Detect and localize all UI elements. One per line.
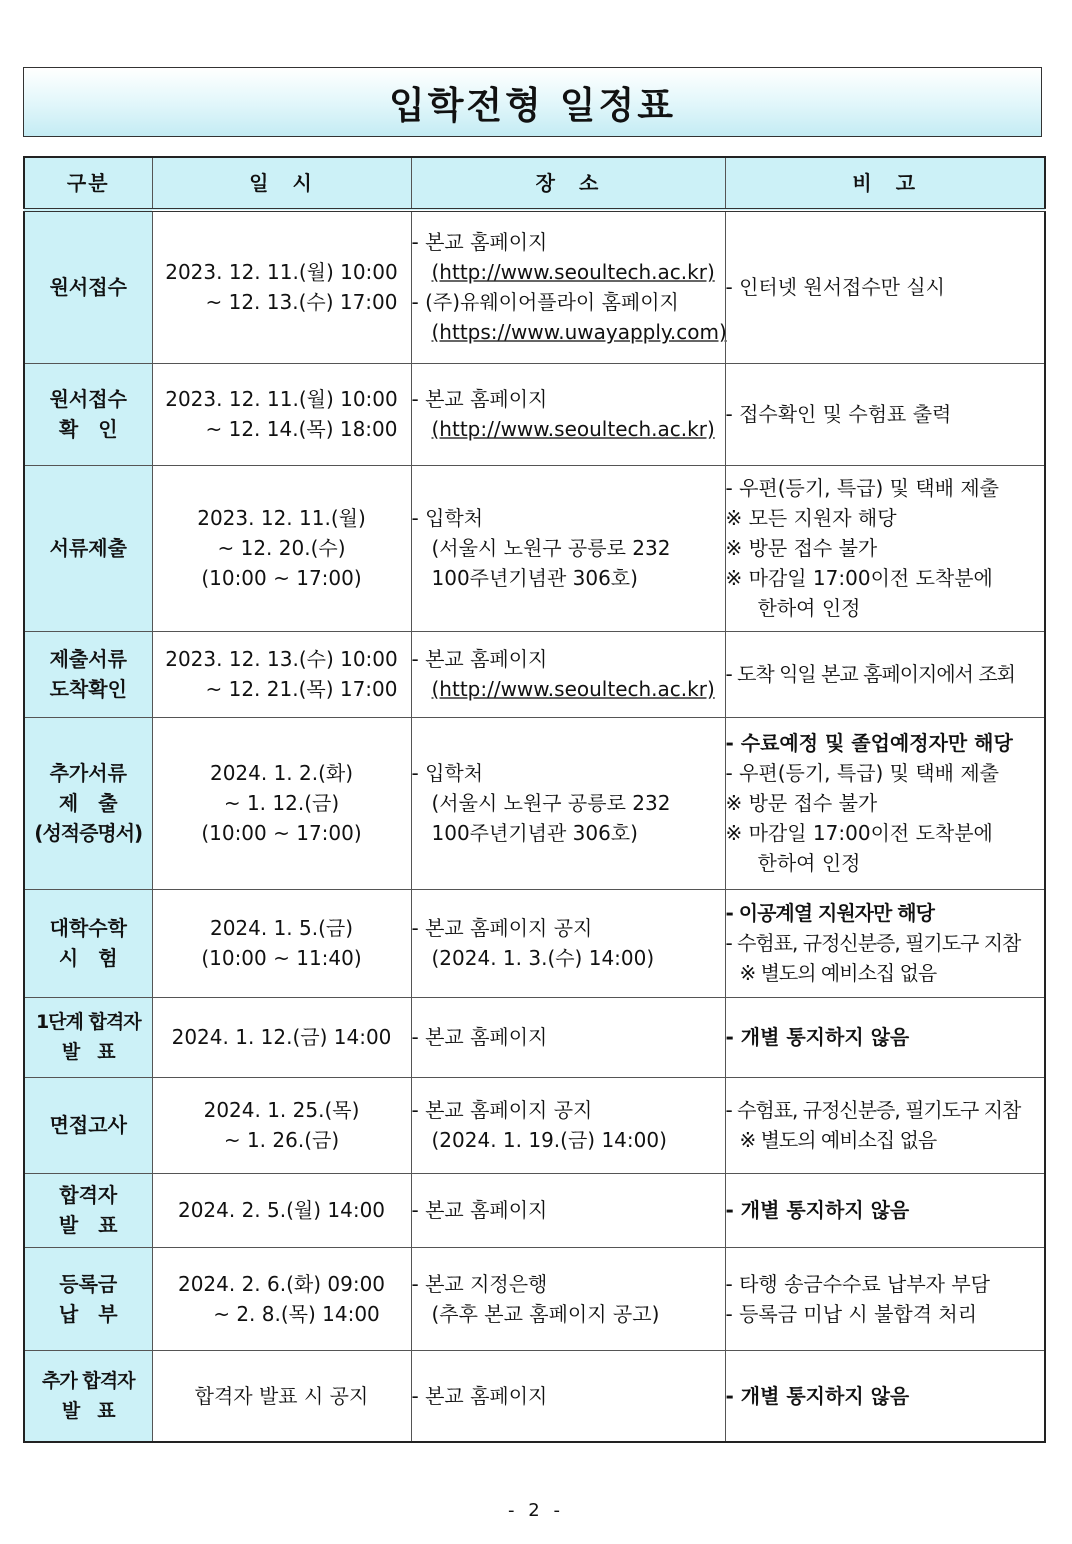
row-date: 2024. 1. 2.(화) ~ 1. 12.(금) (10:00 ~ 17:00) [152, 717, 411, 889]
row-date: 2024. 1. 12.(금) 14:00 [152, 997, 411, 1077]
row-date: 2024. 1. 25.(목) ~ 1. 26.(금) [152, 1077, 411, 1173]
table-row [24, 363, 1045, 465]
row-note: - 우편(등기, 특급) 및 택배 제출 ※ 모든 지원자 해당 ※ 방문 접수 불가 ※ 마감일 17:00이전 도착분에 한하여 인정 [725, 465, 1045, 631]
table-row [24, 210, 1045, 363]
row-date: 2023. 12. 11.(월) ~ 12. 20.(수) (10:00 ~ 17:00) [152, 465, 411, 631]
row-category: 원서접수 확 인 [24, 363, 152, 465]
table-row [24, 1350, 1045, 1442]
row-date: 합격자 발표 시 공지 [152, 1350, 411, 1442]
table-header-row [24, 157, 1045, 210]
header-datetime: 일 시 [152, 157, 411, 210]
row-category: 대학수학 시 험 [24, 889, 152, 997]
row-date: 2023. 12. 13.(수) 10:00 ~ 12. 21.(목) 17:00 [152, 631, 411, 717]
table-row [24, 717, 1045, 889]
schedule-table [23, 156, 1046, 1443]
table-row [24, 631, 1045, 717]
row-category: 등록금 납 부 [24, 1247, 152, 1350]
row-note: - 개별 통지하지 않음 [725, 997, 1045, 1077]
row-category: 제출서류 도착확인 [24, 631, 152, 717]
row-category: 추가서류 제 출 (성적증명서) [24, 717, 152, 889]
row-date: 2024. 2. 6.(화) 09:00 ~ 2. 8.(목) 14:00 [152, 1247, 411, 1350]
row-note: - 타행 송금수수료 납부자 부담 - 등록금 미납 시 불합격 처리 [725, 1247, 1045, 1350]
row-place: - 본교 홈페이지 [411, 997, 725, 1077]
row-place: - 입학처 (서울시 노원구 공릉로 232 100주년기념관 306호) [411, 717, 725, 889]
row-place: - 본교 홈페이지 (http://www.seoultech.ac.kr) - (주)유웨이어플라이 홈페이지 (https://www.uwayapply.com) [411, 210, 725, 363]
row-date: 2023. 12. 11.(월) 10:00 ~ 12. 14.(목) 18:00 [152, 363, 411, 465]
table-row [24, 1247, 1045, 1350]
row-category: 1단계 합격자 발 표 [24, 997, 152, 1077]
header-place: 장 소 [411, 157, 725, 210]
row-place: - 입학처 (서울시 노원구 공릉로 232 100주년기념관 306호) [411, 465, 725, 631]
document-title: 입학전형 일정표 [388, 84, 677, 127]
uwayapply-link[interactable]: (https://www.uwayapply.com) [431, 320, 727, 345]
row-note: - 수료예정 및 졸업예정자만 해당 - 우편(등기, 특급) 및 택배 제출 ※ 방문 접수 불가 ※ 마감일 17:00이전 도착분에 한하여 인정 [725, 717, 1045, 889]
row-note: - 개별 통지하지 않음 [725, 1173, 1045, 1247]
row-date: 2024. 1. 5.(금) (10:00 ~ 11:40) [152, 889, 411, 997]
row-date: 2023. 12. 11.(월) 10:00 ~ 12. 13.(수) 17:00 [152, 210, 411, 363]
row-note: - 수험표, 규정신분증, 필기도구 지참 ※ 별도의 예비소집 없음 [725, 1077, 1045, 1173]
homepage-link[interactable]: (http://www.seoultech.ac.kr) [431, 677, 715, 701]
row-note: - 접수확인 및 수험표 출력 [725, 363, 1045, 465]
table-row [24, 1077, 1045, 1173]
header-note: 비 고 [725, 157, 1045, 210]
row-place: - 본교 홈페이지 (http://www.seoultech.ac.kr) [411, 363, 725, 465]
document-title-banner [23, 67, 1042, 137]
row-category: 원서접수 [24, 210, 152, 363]
table-row [24, 1173, 1045, 1247]
row-place: - 본교 홈페이지 공지 (2024. 1. 19.(금) 14:00) [411, 1077, 725, 1173]
table-row [24, 997, 1045, 1077]
homepage-link[interactable]: (http://www.seoultech.ac.kr) [431, 260, 715, 285]
row-category: 합격자 발 표 [24, 1173, 152, 1247]
page-number: - 2 - [508, 1500, 564, 1521]
row-date: 2024. 2. 5.(월) 14:00 [152, 1173, 411, 1247]
row-category: 서류제출 [24, 465, 152, 631]
homepage-link[interactable]: (http://www.seoultech.ac.kr) [431, 417, 715, 441]
row-category: 면접고사 [24, 1077, 152, 1173]
header-category: 구분 [24, 157, 152, 210]
row-note: - 이공계열 지원자만 해당 - 수험표, 규정신분증, 필기도구 지참 ※ 별도의 예비소집 없음 [725, 889, 1045, 997]
row-place: - 본교 홈페이지 [411, 1173, 725, 1247]
table-row [24, 465, 1045, 631]
row-place: - 본교 홈페이지 [411, 1350, 725, 1442]
row-note: - 도착 익일 본교 홈페이지에서 조회 [725, 631, 1045, 717]
row-note: - 인터넷 원서접수만 실시 [725, 210, 1045, 363]
row-category: 추가 합격자 발 표 [24, 1350, 152, 1442]
row-place: - 본교 홈페이지 (http://www.seoultech.ac.kr) [411, 631, 725, 717]
table-row [24, 889, 1045, 997]
row-note: - 개별 통지하지 않음 [725, 1350, 1045, 1442]
row-place: - 본교 홈페이지 공지 (2024. 1. 3.(수) 14:00) [411, 889, 725, 997]
row-place: - 본교 지정은행 (추후 본교 홈페이지 공고) [411, 1247, 725, 1350]
